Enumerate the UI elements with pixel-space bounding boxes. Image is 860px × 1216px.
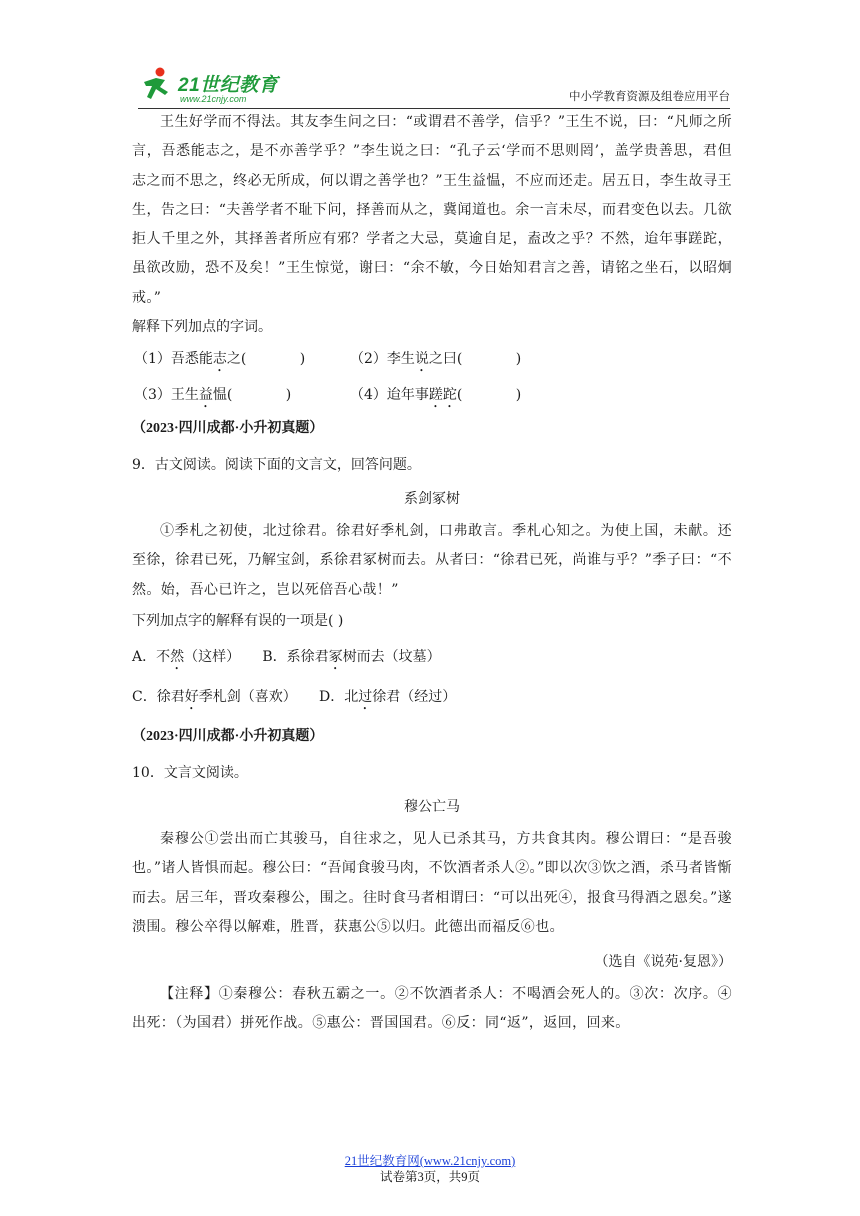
q9-source: （2023·四川成都·小升初真题） — [132, 421, 324, 437]
q8-item-4: （4）迨年事蹉跎( ) — [350, 387, 522, 404]
q10-title: 穆公亡马 — [404, 798, 460, 815]
q9-stem: 9．古文阅读。阅读下面的文言文，回答问题。 — [132, 457, 421, 474]
q8-passage-dotted: 益愠 — [471, 172, 501, 189]
q10-citation: （选自《说苑·复恩》） — [594, 954, 732, 971]
platform-title: 中小学教育资源及组卷应用平台 — [569, 89, 730, 103]
q9-title: 系剑冢树 — [404, 491, 460, 508]
q8-item-1: （1）吾悉能志之( ) — [134, 351, 306, 368]
q10-notes: 【注释】①秦穆公：春秋五霸之一。②不饮酒者杀人：不喝酒会死人的。③次：次序。④出死：（为国君）拼死作战。⑤惠公：晋国国君。⑥反：同“返”，返回，回来。 — [132, 986, 732, 1032]
q8-passage — [132, 108, 732, 313]
document-body — [132, 108, 732, 1039]
q9-options-cd — [132, 685, 732, 713]
q9-passage: ①季札之初使，北过徐君。徐君好季札剑，口弗敢言。季札心知之。为使上国，未献。还至徐，徐君已死，乃解宝剑，系徐君冢树而去。从者曰：“徐君已死，尚谁与乎？”季子曰：“不然。始，吾心已许之，岂以死倍吾心哉！” — [132, 523, 732, 598]
q9-option-a: A．不然（这样） — [132, 648, 241, 665]
q10-source: （2023·四川成都·小升初真题） — [132, 728, 324, 744]
q8-passage-part1: 王生好学而不得法。其友李生问之曰：“或谓君不善学，信乎？”王生不说，曰：“凡师之所言，吾悉能志之，是不亦善学乎？”李生说之曰：“孔子云‘学而不思则罔’，盖学贵善思，君但志之而不思之，终必无所成，何以谓之善学也？”王生 — [132, 114, 732, 189]
q8-items-row1 — [132, 341, 732, 377]
q8-item-2: （2）李生说之曰( ) — [350, 351, 522, 368]
q10-passage: 秦穆公①尝出而亡其骏马，自往求之，见人已杀其马，方共食其肉。穆公谓曰：“是吾骏也。”诸人皆惧而起。穆公曰：“吾闻食骏马肉，不饮酒者杀人②。”即以次③饮之酒，杀马者皆惭而去。居三年，晋攻秦穆公，围之。往时食马者相谓曰：“可以出死④，报食马得酒之恩矣。”遂溃围。穆公卒得以解难，胜晋，获惠公⑤以归。此德出而福反⑥也。 — [132, 830, 732, 935]
q8-passage-part2: ，不应而还走。居五日，李生故寻王生，告之曰：“夫善学者不耻下问，择善而从之，冀闻道也。余一言未尽，而君变色以去。几欲拒人千里之外，其择善者所应有邪？学者之大忌，莫逾自足，盍改之乎？不然，迨年事蹉跎，虽欲改励，恐不及矣！”王生惊觉，谢曰：“余不敏，今日始知君言之善，请铭之坐石，以昭炯戒。” — [132, 172, 732, 306]
q8-item-3: （3）王生益愠( ) — [134, 387, 292, 404]
footer-link[interactable]: 21世纪教育网(www.21cnjy.com) — [344, 1154, 516, 1168]
q9-option-b: B．系徐君冢树而去（坟墓） — [262, 648, 441, 665]
q8-items-row2 — [132, 377, 732, 413]
q9-option-d: D．北过徐君（经过） — [318, 688, 457, 705]
q9-options-ab — [132, 645, 732, 673]
q10-stem: 10．文言文阅读。 — [132, 764, 248, 781]
q8-instruction: 解释下列加点的字词。 — [132, 319, 272, 336]
q9-question: 下列加点字的解释有误的一项是( ) — [132, 612, 344, 629]
logo-text: 21世纪教育 — [178, 75, 279, 96]
page-number: 试卷第3页，共9页 — [379, 1170, 480, 1184]
page-header — [138, 62, 730, 109]
logo — [138, 66, 288, 106]
q9-option-c: C．徐君好季札剑（喜欢） — [132, 688, 297, 705]
runner-logo-icon — [138, 66, 176, 102]
logo-url: www.21cnjy.com — [180, 94, 247, 104]
